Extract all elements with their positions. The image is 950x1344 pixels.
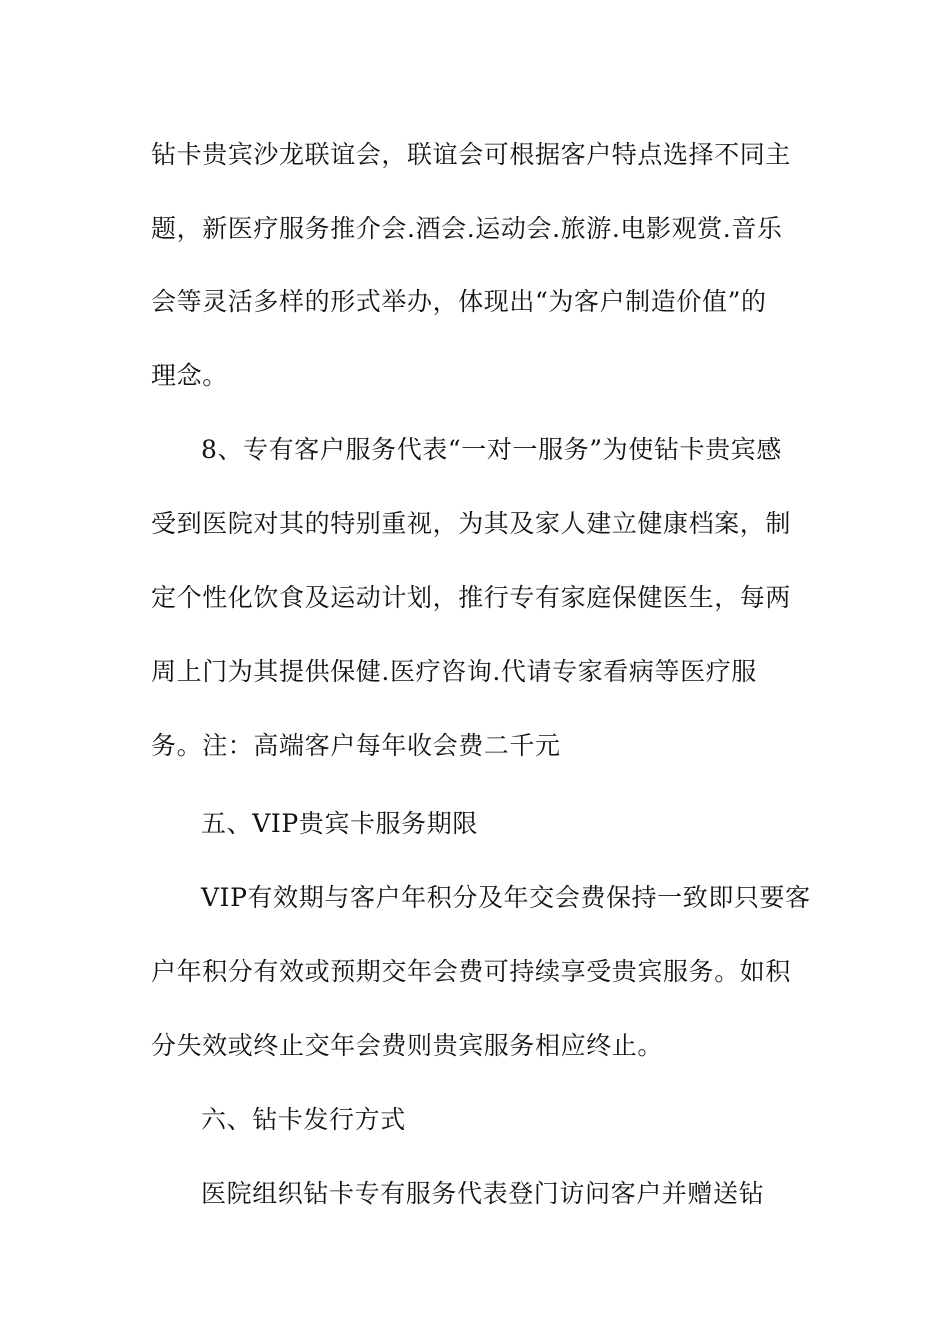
paragraph-line: 户年积分有效或预期交年会费可持续享受贵宾服务。如积	[151, 957, 792, 986]
paragraph-line: 会等灵活多样的形式举办，体现出“为客户制造价值”的	[151, 287, 767, 316]
paragraph-line: 钻卡贵宾沙龙联谊会，联谊会可根据客户特点选择不同主	[151, 140, 792, 169]
paragraph-line: 定个性化饮食及运动计划，推行专有家庭保健医生，每两	[151, 583, 792, 612]
paragraph-line: 务。注：高端客户每年收会费二千元	[151, 731, 561, 760]
paragraph-line: 8、专有客户服务代表“一对一服务”为使钻卡贵宾感	[201, 435, 782, 464]
paragraph-line: VIP有效期与客户年积分及年交会费保持一致即只要客	[201, 883, 811, 912]
paragraph-line: 受到医院对其的特别重视，为其及家人建立健康档案，制	[151, 509, 792, 538]
paragraph-line: 医院组织钻卡专有服务代表登门访问客户并赠送钻	[201, 1179, 765, 1208]
section-heading: 五、VIP贵宾卡服务期限	[201, 809, 478, 838]
paragraph-line: 题，新医疗服务推介会.酒会.运动会.旅游.电影观赏.音乐	[151, 214, 783, 243]
paragraph-line: 周上门为其提供保健.医疗咨询.代请专家看病等医疗服	[151, 657, 757, 686]
paragraph-line: 分失效或终止交年会费则贵宾服务相应终止。	[151, 1031, 664, 1060]
section-heading: 六、钻卡发行方式	[201, 1105, 406, 1134]
paragraph-line: 理念。	[151, 361, 228, 390]
